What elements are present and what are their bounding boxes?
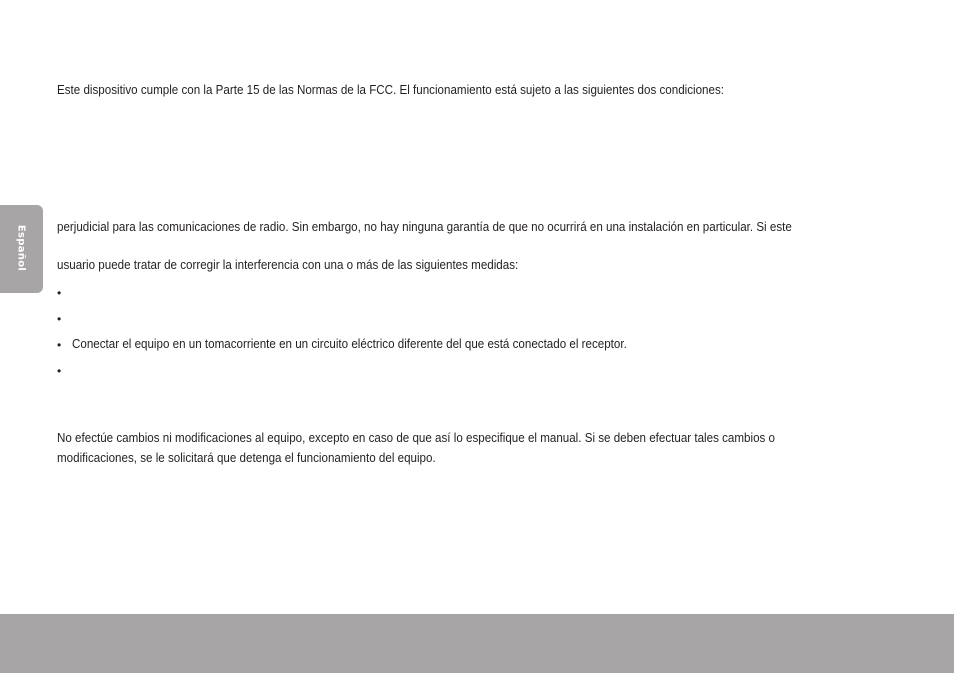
warning-paragraph-line-2: modificaciones, se le solicitará que detenga el funcionamiento del equipo. — [57, 450, 436, 465]
footer-bar — [0, 614, 954, 673]
bullet-marker: • — [57, 312, 62, 326]
warning-paragraph-line-1: No efectúe cambios ni modificaciones al equipo, excepto en caso de que así lo especifique el manual. Si se deben efectuar tales cambios o — [57, 430, 776, 445]
bullet-marker: • — [57, 338, 62, 352]
intro-paragraph: Este dispositivo cumple con la Parte 15 de las Normas de la FCC. El funcionamiento está sujeto a las siguientes dos condiciones: — [57, 82, 724, 97]
user-correction-line: usuario puede tratar de corregir la interferencia con una o más de las siguientes medidas: — [57, 257, 519, 272]
bullet-marker: • — [57, 364, 62, 378]
radio-interference-line: perjudicial para las comunicaciones de radio. Sin embargo, no hay ninguna garantía de que no ocurrirá en una instalación en particular. Si este — [57, 219, 792, 234]
language-tab-label: Español — [15, 224, 27, 272]
bullet-item: Conectar el equipo en un tomacorriente en un circuito eléctrico diferente del que está conectado el receptor. — [72, 336, 627, 351]
bullet-marker: • — [57, 286, 62, 300]
